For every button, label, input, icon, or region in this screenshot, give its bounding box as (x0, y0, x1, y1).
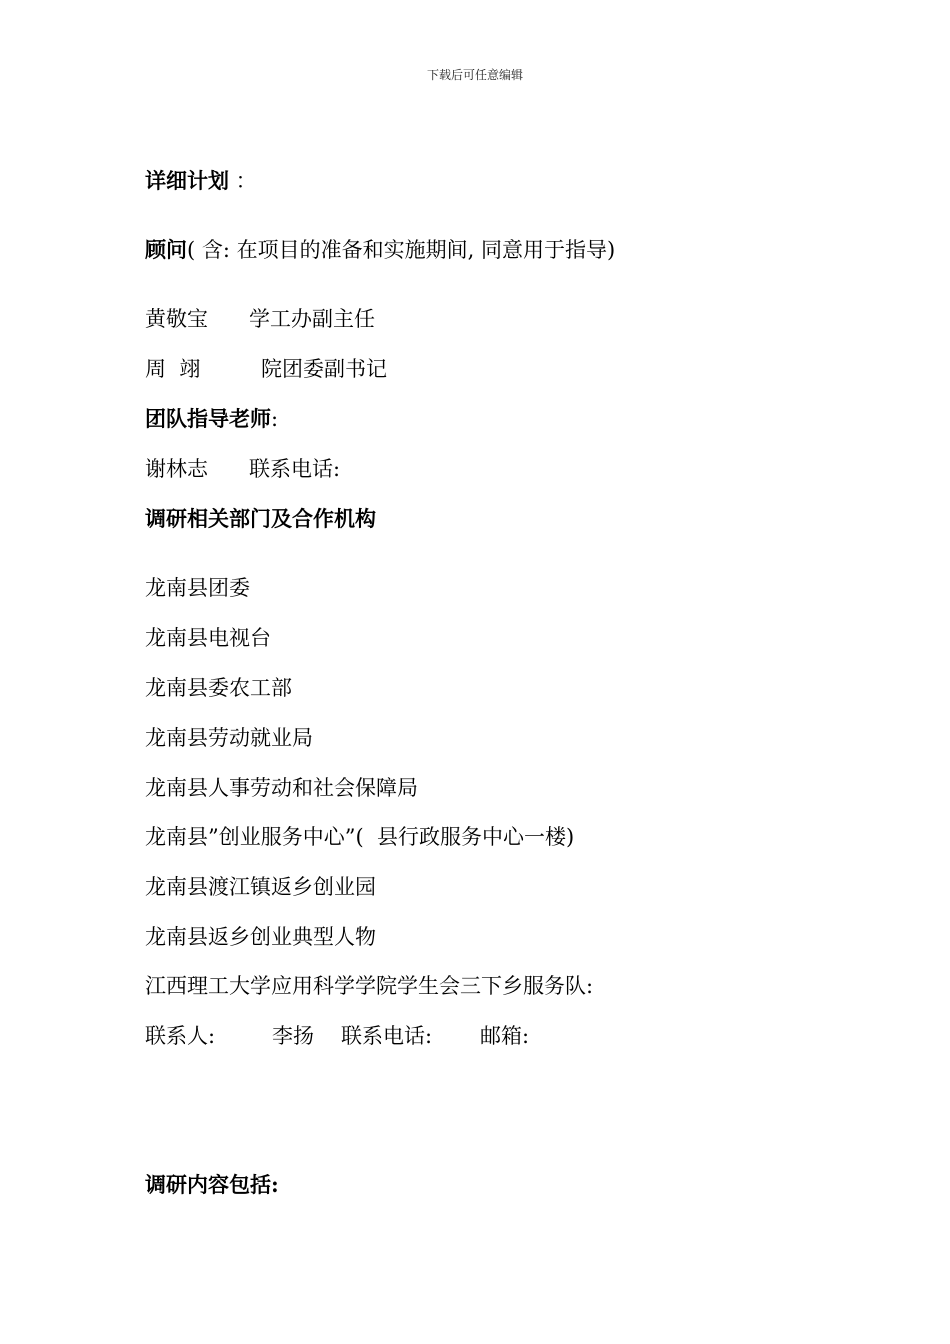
department-item: 龙南县返乡创业典型人物 (145, 925, 376, 949)
advisors-heading-note: ( 含: 在项目的准备和实施期间, 同意用于指导) (187, 238, 616, 262)
team-teacher-heading-suffix: : (271, 407, 279, 431)
department-item: 龙南县渡江镇返乡创业园 (145, 875, 376, 899)
team-teacher-row (145, 455, 340, 483)
plan-heading: 详细计划 (145, 168, 229, 193)
plan-heading-suffix: ： (229, 169, 257, 193)
advisor-title: 院团委副书记 (261, 357, 387, 381)
contact-person-name: 李扬 (272, 1024, 314, 1048)
plan-heading-line (145, 167, 257, 195)
department-item: 龙南县人事劳动和社会保障局 (145, 776, 418, 800)
advisor-row (145, 355, 387, 383)
header-note: 下载后可任意编辑 (426, 68, 523, 82)
team-teacher-name: 谢林志 (145, 457, 208, 481)
department-item: 龙南县”创业服务中心”( 县行政服务中心一楼) (145, 825, 575, 849)
contact-email-label: 邮箱: (480, 1024, 530, 1048)
advisor-title: 学工办副主任 (249, 307, 375, 331)
team-teacher-heading: 团队指导老师 (145, 406, 271, 431)
department-item: 江西理工大学应用科学学院学生会三下乡服务队: (145, 974, 594, 998)
departments-heading: 调研相关部门及合作机构 (145, 506, 376, 531)
department-item: 龙南县电视台 (145, 626, 271, 650)
advisors-heading-line (145, 236, 615, 264)
team-teacher-heading-line (145, 405, 278, 433)
advisors-heading: 顾问 (145, 237, 187, 262)
department-item: 龙南县劳动就业局 (145, 726, 313, 750)
advisor-row (145, 305, 375, 333)
contact-row (145, 1022, 529, 1050)
contact-person-label: 联系人: (145, 1024, 216, 1048)
research-heading: 调研内容包括: (145, 1172, 279, 1197)
contact-phone-label: 联系电话: (341, 1024, 433, 1048)
advisor-name: 周 翊 (145, 357, 201, 381)
department-item: 龙南县团委 (145, 576, 250, 600)
advisor-name: 黄敬宝 (145, 307, 208, 331)
team-teacher-contact-label: 联系电话: (249, 457, 341, 481)
department-item: 龙南县委农工部 (145, 676, 292, 700)
